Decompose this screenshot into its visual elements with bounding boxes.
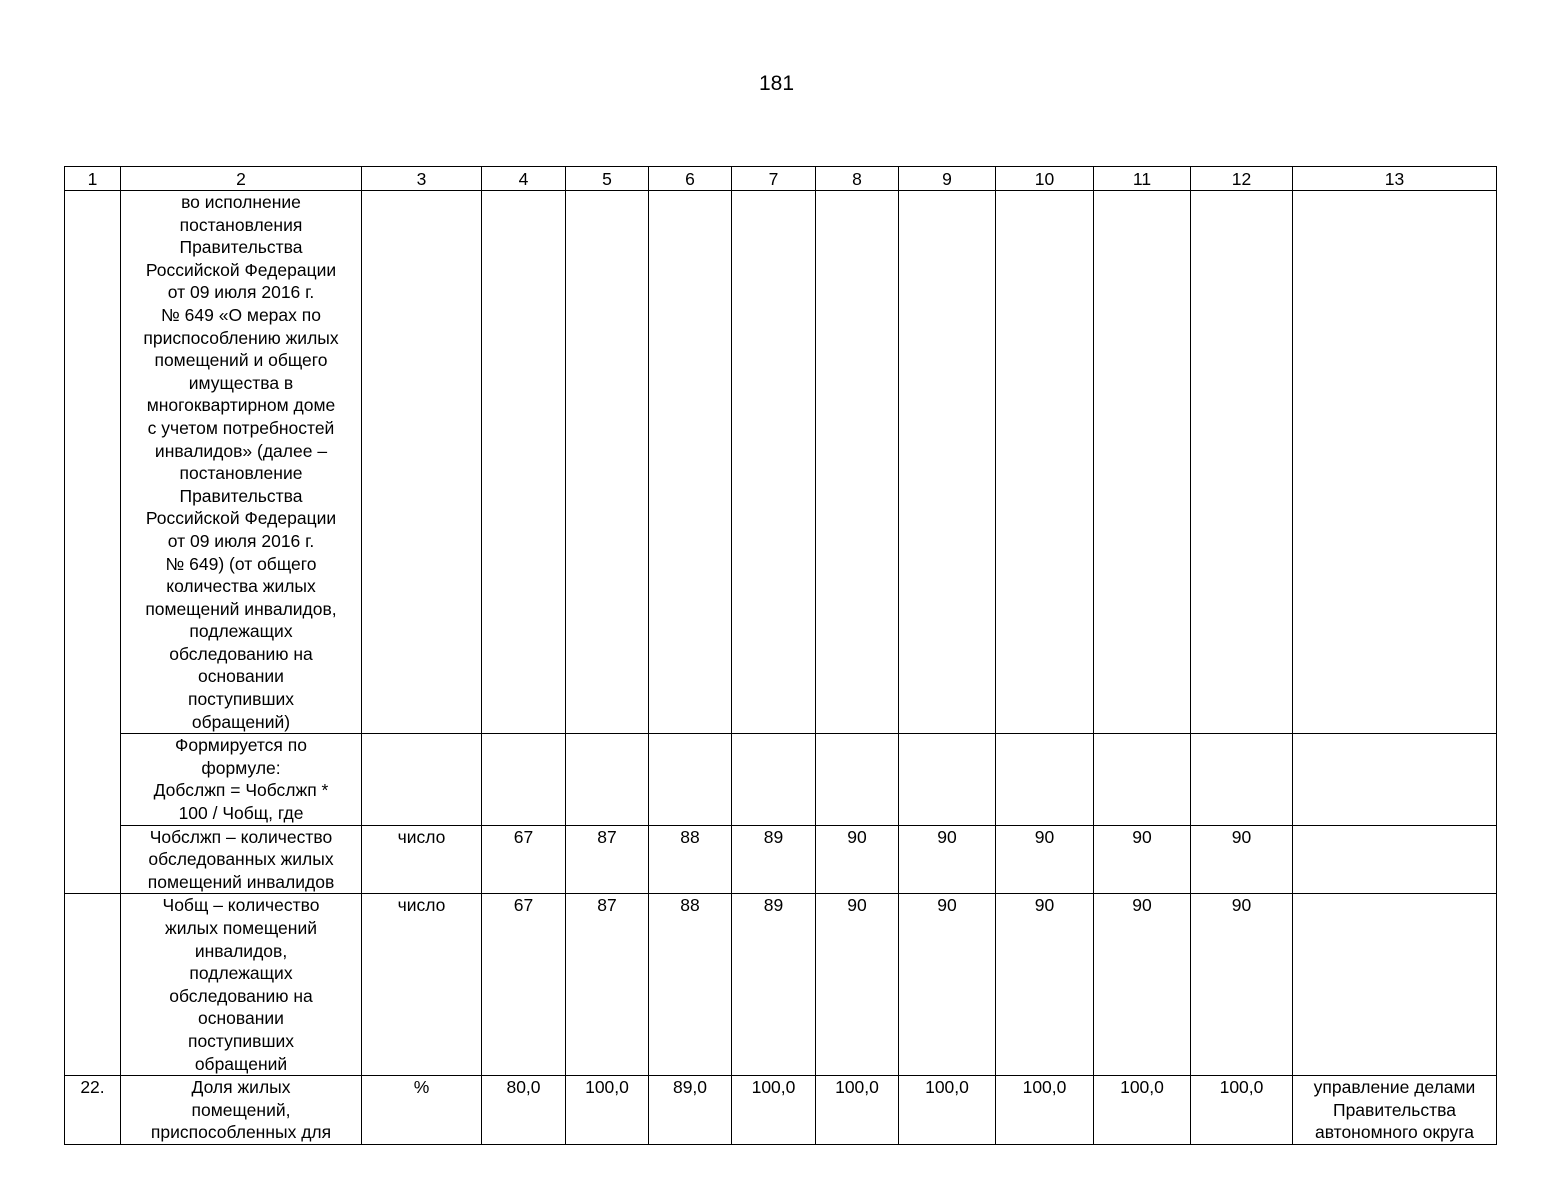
- value-cell: 90: [1094, 894, 1191, 1076]
- value-cell: 90: [816, 825, 899, 894]
- value-cell: [1191, 734, 1293, 825]
- table-row: [65, 825, 1497, 894]
- column-number: 10: [996, 167, 1094, 191]
- table-row: [65, 894, 1497, 1076]
- value-cell: [816, 734, 899, 825]
- responsible-cell: [1293, 894, 1497, 1076]
- value-cell: [996, 191, 1094, 734]
- indicator-description: Доля жилых помещений, приспособленных для: [121, 1076, 362, 1145]
- value-cell: [649, 191, 732, 734]
- indicator-description: Чобслжп – количество обследованных жилых помещений инвалидов: [121, 825, 362, 894]
- value-cell: 87: [566, 894, 649, 1076]
- indicator-description: Чобщ – количество жилых помещений инвалидов, подлежащих обследованию на основании поступивших обращений: [121, 894, 362, 1076]
- indicator-table: [64, 166, 1497, 1145]
- value-cell: [816, 191, 899, 734]
- value-cell: [566, 191, 649, 734]
- column-number: 12: [1191, 167, 1293, 191]
- unit-cell: число: [362, 894, 482, 1076]
- value-cell: 100,0: [732, 1076, 816, 1145]
- value-cell: [649, 734, 732, 825]
- value-cell: 90: [1191, 825, 1293, 894]
- value-cell: [732, 191, 816, 734]
- column-number: 7: [732, 167, 816, 191]
- unit-cell: [362, 191, 482, 734]
- value-cell: [482, 191, 566, 734]
- column-number: 11: [1094, 167, 1191, 191]
- value-cell: [1094, 191, 1191, 734]
- value-cell: 100,0: [1094, 1076, 1191, 1145]
- column-number: 2: [121, 167, 362, 191]
- value-cell: 88: [649, 825, 732, 894]
- responsible-cell: [1293, 825, 1497, 894]
- column-number: 1: [65, 167, 121, 191]
- value-cell: 90: [1094, 825, 1191, 894]
- value-cell: [1191, 191, 1293, 734]
- column-number: 8: [816, 167, 899, 191]
- value-cell: 100,0: [816, 1076, 899, 1145]
- indicator-description: во исполнение постановления Правительства Российской Федерации от 09 июля 2016 г. № 649 «О мерах по приспособлению жилых помещений и общего имущества в многоквартирном доме с учетом потребностей инвалидов» (далее – постановление Правительства Российской Федерации от 09 июля 2016 г. № 649) (от общего количества жилых помещений инвалидов, подлежащих обследованию на основании поступивших обращений): [121, 191, 362, 734]
- column-number: 3: [362, 167, 482, 191]
- value-cell: 67: [482, 894, 566, 1076]
- value-cell: 90: [1191, 894, 1293, 1076]
- page-number: 181: [758, 72, 795, 95]
- value-cell: 90: [899, 894, 996, 1076]
- value-cell: 90: [996, 825, 1094, 894]
- value-cell: 88: [649, 894, 732, 1076]
- value-cell: 89: [732, 894, 816, 1076]
- indicator-formula: Формируется по формуле: Добслжп = Чобслжп * 100 / Чобщ, где: [121, 734, 362, 825]
- table-row: [65, 734, 1497, 825]
- value-cell: [732, 734, 816, 825]
- value-cell: 90: [816, 894, 899, 1076]
- value-cell: [1094, 734, 1191, 825]
- value-cell: 90: [996, 894, 1094, 1076]
- value-cell: 67: [482, 825, 566, 894]
- unit-cell: число: [362, 825, 482, 894]
- responsible-cell: [1293, 734, 1497, 825]
- value-cell: 80,0: [482, 1076, 566, 1145]
- value-cell: 89,0: [649, 1076, 732, 1145]
- unit-cell: [362, 734, 482, 825]
- value-cell: 89: [732, 825, 816, 894]
- responsible-cell: [1293, 191, 1497, 734]
- column-number: 9: [899, 167, 996, 191]
- column-number: 5: [566, 167, 649, 191]
- table-row: [65, 1076, 1497, 1145]
- value-cell: [566, 734, 649, 825]
- table-row: [65, 191, 1497, 734]
- row-number: [65, 191, 121, 894]
- row-number: [65, 894, 121, 1076]
- column-number: 13: [1293, 167, 1497, 191]
- column-number: 4: [482, 167, 566, 191]
- value-cell: [899, 734, 996, 825]
- row-number: 22.: [65, 1076, 121, 1145]
- value-cell: [899, 191, 996, 734]
- unit-cell: %: [362, 1076, 482, 1145]
- value-cell: 100,0: [566, 1076, 649, 1145]
- value-cell: 100,0: [1191, 1076, 1293, 1145]
- column-number: 6: [649, 167, 732, 191]
- value-cell: 90: [899, 825, 996, 894]
- value-cell: [996, 734, 1094, 825]
- value-cell: [482, 734, 566, 825]
- value-cell: 100,0: [996, 1076, 1094, 1145]
- column-number-row: [65, 167, 1497, 191]
- value-cell: 87: [566, 825, 649, 894]
- responsible-cell: управление делами Правительства автономного округа: [1293, 1076, 1497, 1145]
- value-cell: 100,0: [899, 1076, 996, 1145]
